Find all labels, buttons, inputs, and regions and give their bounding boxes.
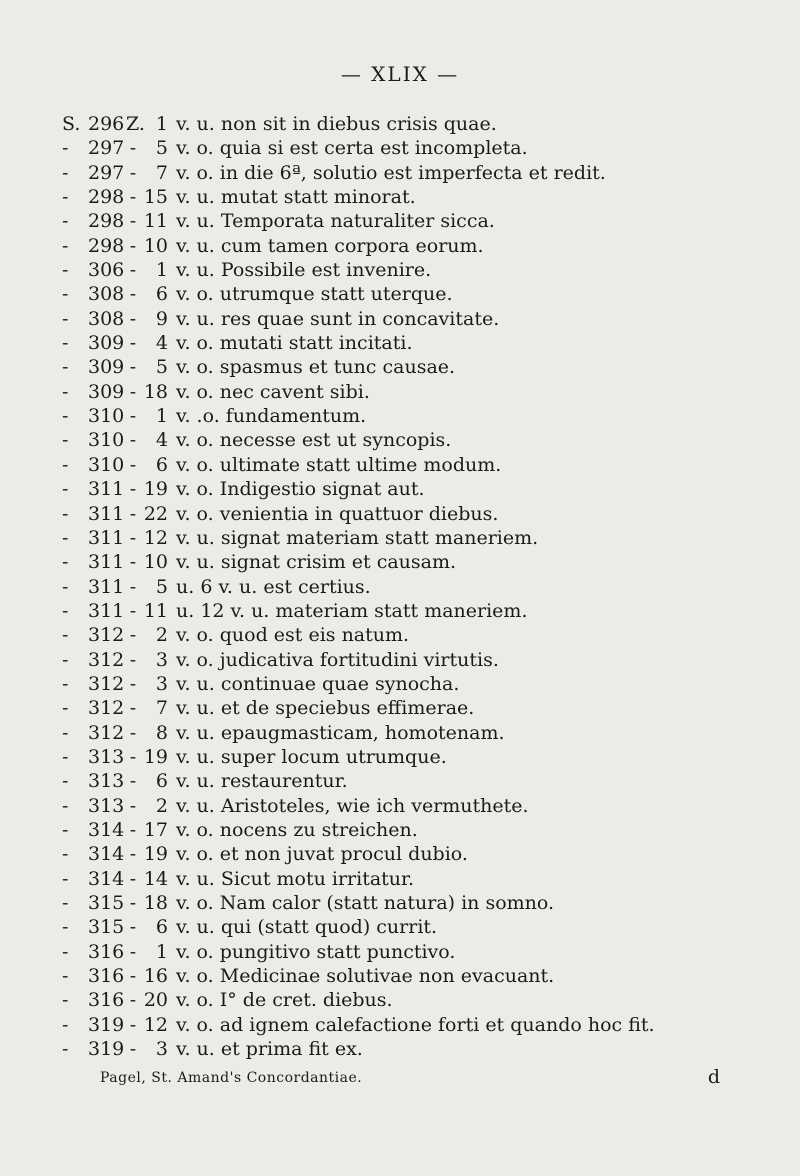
errata-line: [0, 940, 800, 964]
line-separator: -: [129, 161, 137, 184]
line-number: 11: [143, 599, 168, 622]
errata-line: [0, 550, 800, 574]
correction-text: v. o. spasmus et tunc causae.: [176, 356, 456, 379]
line-number: 20: [143, 989, 168, 1012]
line-separator: -: [129, 405, 137, 428]
line-number: 19: [143, 843, 168, 866]
page-number: 306: [88, 259, 125, 282]
line-prefix: -: [62, 210, 69, 233]
errata-line: [0, 380, 800, 404]
correction-text: v. o. utrumque statt uterque.: [176, 283, 453, 306]
page-number: 311: [88, 599, 125, 622]
page-number: 316: [88, 965, 125, 988]
line-number: 3: [155, 648, 168, 671]
page-number: 296: [88, 113, 125, 135]
line-separator: -: [129, 867, 137, 890]
line-prefix: -: [62, 186, 69, 209]
page-number: 314: [88, 867, 125, 890]
correction-text: v. o. quod est eis natum.: [176, 624, 410, 647]
errata-line: [0, 769, 800, 793]
correction-text: v. u. signat crisim et causam.: [176, 551, 457, 574]
correction-text: v. o. ultimate statt ultime modum.: [176, 453, 502, 476]
line-prefix: -: [62, 380, 69, 403]
line-number: 1: [155, 113, 168, 135]
line-prefix: -: [62, 892, 69, 914]
line-separator: -: [129, 916, 137, 939]
line-number: 19: [143, 745, 168, 768]
page-number: 315: [88, 892, 125, 914]
page-number: 311: [88, 526, 125, 549]
line-prefix: -: [62, 940, 69, 963]
line-prefix: -: [62, 283, 69, 306]
correction-text: v. u. et de speciebus effimerae.: [176, 697, 475, 720]
line-separator: -: [129, 210, 137, 233]
line-prefix: -: [62, 770, 69, 793]
line-separator: -: [129, 745, 137, 768]
page-number: 309: [88, 356, 125, 379]
page-number: 298: [88, 210, 125, 233]
correction-text: v. o. I° de cret. diebus.: [176, 989, 393, 1012]
page-number: 319: [88, 1038, 125, 1061]
errata-line: [0, 745, 800, 769]
line-prefix: -: [62, 697, 69, 720]
line-prefix: -: [62, 843, 69, 866]
line-separator: Z.: [126, 113, 145, 135]
line-number: 4: [155, 429, 168, 452]
page-number: 309: [88, 332, 125, 355]
line-number: 4: [155, 332, 168, 355]
line-prefix: -: [62, 965, 69, 988]
errata-line: [0, 623, 800, 647]
line-separator: -: [129, 794, 137, 817]
page-number: 312: [88, 697, 125, 720]
errata-line: [0, 818, 800, 842]
page-number: 313: [88, 770, 125, 793]
errata-line: [0, 355, 800, 379]
errata-line: [0, 185, 800, 209]
correction-text: v. o. nec cavent sibi.: [176, 380, 370, 403]
line-prefix: -: [62, 526, 69, 549]
line-prefix: -: [62, 916, 69, 939]
line-separator: -: [129, 259, 137, 282]
correction-text: v. u. mutat statt minorat.: [176, 186, 416, 209]
page-number: 310: [88, 429, 125, 452]
correction-text: v. u. cum tamen corpora eorum.: [176, 234, 484, 257]
page-number: 316: [88, 989, 125, 1012]
correction-text: v. o. Medicinae solutivae non evacuant.: [176, 965, 555, 988]
correction-text: v. u. Sicut motu irritatur.: [176, 867, 415, 890]
correction-text: v. u. Temporata naturaliter sicca.: [176, 210, 495, 233]
line-separator: -: [129, 186, 137, 209]
page-number: 316: [88, 940, 125, 963]
line-prefix: -: [62, 648, 69, 671]
line-separator: -: [129, 648, 137, 671]
page-number: 312: [88, 672, 125, 695]
page-number: 312: [88, 624, 125, 647]
line-number: 6: [155, 770, 168, 793]
errata-line: [0, 915, 800, 939]
page-number: 311: [88, 502, 125, 525]
line-number: 3: [155, 1038, 168, 1061]
line-prefix: -: [62, 161, 69, 184]
errata-line: [0, 599, 800, 623]
line-number: 2: [155, 794, 168, 817]
line-separator: -: [129, 526, 137, 549]
line-prefix: -: [62, 429, 69, 452]
line-separator: -: [129, 453, 137, 476]
page-number: 315: [88, 916, 125, 939]
line-prefix: -: [62, 721, 69, 744]
correction-text: u. 6 v. u. est certius.: [176, 575, 371, 598]
line-number: 12: [143, 526, 168, 549]
line-prefix: -: [62, 818, 69, 841]
line-number: 6: [155, 283, 168, 306]
line-prefix: -: [62, 259, 69, 282]
correction-text: v. o. mutati statt incitati.: [176, 332, 413, 355]
line-prefix: -: [62, 1038, 69, 1061]
line-prefix: -: [62, 405, 69, 428]
correction-text: v. u. continuae quae synocha.: [176, 672, 460, 695]
correction-text: v. u. res quae sunt in concavitate.: [176, 307, 500, 330]
line-separator: -: [129, 332, 137, 355]
line-separator: -: [129, 356, 137, 379]
page-number: 314: [88, 818, 125, 841]
line-separator: -: [129, 599, 137, 622]
line-separator: -: [129, 137, 137, 160]
line-prefix: -: [62, 478, 69, 501]
line-separator: -: [129, 843, 137, 866]
line-separator: -: [129, 940, 137, 963]
line-separator: -: [129, 283, 137, 306]
line-prefix: -: [62, 745, 69, 768]
errata-line: [0, 404, 800, 428]
line-prefix: -: [62, 137, 69, 160]
line-prefix: -: [62, 599, 69, 622]
line-prefix: -: [62, 234, 69, 257]
page-number: 311: [88, 478, 125, 501]
correction-text: v. o. Nam calor (statt natura) in somno.: [176, 892, 555, 914]
line-prefix: -: [62, 624, 69, 647]
line-separator: -: [129, 624, 137, 647]
signature-mark: d: [707, 1066, 720, 1088]
line-number: 6: [155, 453, 168, 476]
page-number: 313: [88, 794, 125, 817]
line-separator: -: [129, 1013, 137, 1036]
errata-line: [0, 696, 800, 720]
correction-text: v. u. et prima fit ex.: [176, 1038, 363, 1061]
correction-text: v. o. venientia in quattuor diebus.: [176, 502, 499, 525]
line-number: 7: [155, 697, 168, 720]
line-prefix: -: [62, 794, 69, 817]
line-number: 15: [143, 186, 168, 209]
line-separator: -: [129, 380, 137, 403]
line-number: 8: [155, 721, 168, 744]
line-separator: -: [129, 307, 137, 330]
errata-line: [0, 209, 800, 233]
page-number: 314: [88, 843, 125, 866]
line-prefix: -: [62, 307, 69, 330]
errata-line: [0, 136, 800, 160]
correction-text: v. u. Possibile est invenire.: [176, 259, 432, 282]
line-separator: -: [129, 502, 137, 525]
errata-line: [0, 794, 800, 818]
errata-line: [0, 964, 800, 988]
line-number: 1: [155, 940, 168, 963]
page-number: 297: [88, 161, 125, 184]
line-number: 14: [143, 867, 168, 890]
line-number: 10: [143, 234, 168, 257]
correction-text: v. o. ad ignem calefactione forti et quando hoc fit.: [176, 1013, 655, 1036]
line-number: 5: [155, 575, 168, 598]
line-number: 2: [155, 624, 168, 647]
line-separator: -: [129, 965, 137, 988]
line-separator: -: [129, 429, 137, 452]
line-number: 12: [143, 1013, 168, 1036]
line-number: 18: [143, 892, 168, 914]
line-prefix: -: [62, 1013, 69, 1036]
errata-line: [0, 428, 800, 452]
errata-line: [0, 234, 800, 258]
line-number: 3: [155, 672, 168, 695]
correction-text: v. o. in die 6ª, solutio est imperfecta et redit.: [176, 161, 606, 184]
line-separator: -: [129, 575, 137, 598]
errata-line: [0, 258, 800, 282]
line-separator: -: [129, 478, 137, 501]
line-separator: -: [129, 234, 137, 257]
errata-line: [0, 161, 800, 185]
errata-line: [0, 575, 800, 599]
line-number: 19: [143, 478, 168, 501]
line-prefix: -: [62, 672, 69, 695]
line-number: 22: [143, 502, 168, 525]
line-number: 1: [155, 405, 168, 428]
line-number: 1: [155, 259, 168, 282]
line-separator: -: [129, 672, 137, 695]
correction-text: v. o. quia si est certa est incompleta.: [176, 137, 528, 160]
line-prefix: -: [62, 356, 69, 379]
errata-line: [0, 842, 800, 866]
line-number: 17: [143, 818, 168, 841]
page-number: 319: [88, 1013, 125, 1036]
line-prefix: -: [62, 453, 69, 476]
line-number: 10: [143, 551, 168, 574]
page-header: — XLIX —: [340, 62, 460, 86]
line-prefix: S.: [62, 113, 81, 135]
correction-text: v. u. epaugmasticam, homotenam.: [176, 721, 505, 744]
line-separator: -: [129, 1038, 137, 1061]
errata-line: [0, 672, 800, 696]
line-prefix: -: [62, 989, 69, 1012]
page-number: 308: [88, 283, 125, 306]
line-number: 6: [155, 916, 168, 939]
errata-line: [0, 988, 800, 1012]
errata-line: [0, 282, 800, 306]
correction-text: v. o. Indigestio signat aut.: [176, 478, 425, 501]
correction-text: v. o. pungitivo statt punctivo.: [176, 940, 456, 963]
page-number: 311: [88, 575, 125, 598]
errata-line: [0, 1013, 800, 1037]
page-number: 297: [88, 137, 125, 160]
page-number: 308: [88, 307, 125, 330]
errata-line: [0, 721, 800, 745]
correction-text: v. u. qui (statt quod) currit.: [176, 916, 438, 939]
line-prefix: -: [62, 332, 69, 355]
correction-text: v. o. et non juvat procul dubio.: [176, 843, 468, 866]
footer-credit: Pagel, St. Amand's Concordantiae.: [100, 1070, 363, 1086]
line-separator: -: [129, 551, 137, 574]
line-prefix: -: [62, 575, 69, 598]
page-number: 298: [88, 186, 125, 209]
correction-text: u. 12 v. u. materiam statt maneriem.: [176, 599, 528, 622]
correction-text: v. u. signat materiam statt maneriem.: [176, 526, 539, 549]
page-number: 298: [88, 234, 125, 257]
line-prefix: -: [62, 502, 69, 525]
page-number: 313: [88, 745, 125, 768]
errata-line: [0, 112, 800, 136]
line-separator: -: [129, 721, 137, 744]
correction-text: v. u. non sit in diebus crisis quae.: [176, 113, 497, 135]
errata-line: [0, 453, 800, 477]
correction-text: v. u. super locum utrumque.: [176, 745, 447, 768]
line-number: 7: [155, 161, 168, 184]
line-number: 18: [143, 380, 168, 403]
errata-line: [0, 307, 800, 331]
errata-list: [0, 112, 800, 1061]
errata-line: [0, 867, 800, 891]
page-number: 310: [88, 405, 125, 428]
errata-line: [0, 891, 800, 915]
correction-text: v. o. necesse est ut syncopis.: [176, 429, 452, 452]
line-number: 5: [155, 356, 168, 379]
errata-line: [0, 502, 800, 526]
errata-line: [0, 477, 800, 501]
line-separator: -: [129, 818, 137, 841]
line-separator: -: [129, 770, 137, 793]
line-separator: -: [129, 892, 137, 914]
line-separator: -: [129, 989, 137, 1012]
page-footer: [100, 1066, 720, 1094]
line-number: 9: [155, 307, 168, 330]
errata-line: [0, 331, 800, 355]
line-separator: -: [129, 697, 137, 720]
page-number: 310: [88, 453, 125, 476]
line-number: 16: [143, 965, 168, 988]
errata-line: [0, 1037, 800, 1061]
page-number: 312: [88, 648, 125, 671]
page-number: 311: [88, 551, 125, 574]
line-number: 5: [155, 137, 168, 160]
line-prefix: -: [62, 867, 69, 890]
page-number: 309: [88, 380, 125, 403]
line-number: 11: [143, 210, 168, 233]
correction-text: v. u. Aristoteles, wie ich vermuthete.: [176, 794, 529, 817]
correction-text: v. o. judicativa fortitudini virtutis.: [176, 648, 499, 671]
page-number: 312: [88, 721, 125, 744]
line-prefix: -: [62, 551, 69, 574]
correction-text: v. .o. fundamentum.: [176, 405, 367, 428]
errata-line: [0, 648, 800, 672]
errata-line: [0, 526, 800, 550]
correction-text: v. u. restaurentur.: [176, 770, 348, 793]
correction-text: v. o. nocens zu streichen.: [176, 818, 418, 841]
